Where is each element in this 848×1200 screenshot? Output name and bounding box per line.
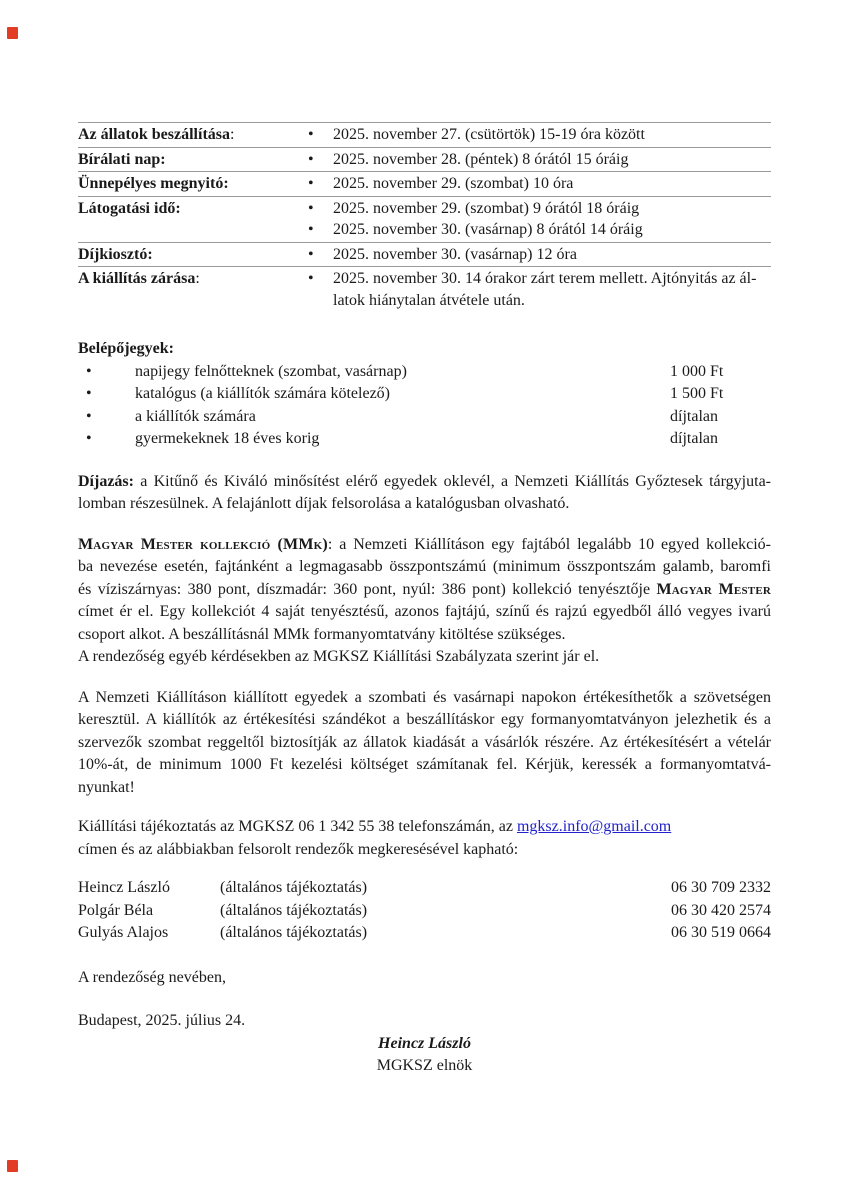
paragraph-mmk: [78, 534, 771, 669]
body-text: nyunkat!: [78, 778, 135, 796]
body-text: A Nemzeti Kiállításon kiállított egyedek a szombati és vasárnapi napokon értékesíthetők a szövetségen: [78, 688, 771, 706]
row-label: [78, 268, 305, 311]
emphasis-text: Magyar Mester kollekció (MMk): [78, 535, 328, 553]
body-text: : a Nemzeti Kiállításon egy fajtából legalább 10 egyed kollekció-: [327, 535, 771, 553]
paragraph-line: [78, 534, 771, 557]
row-text: latok hiánytalan átvétele után.: [333, 291, 525, 309]
row-label: [78, 244, 305, 266]
row-text: 2025. november 29. (szombat) 10 óra: [333, 175, 574, 192]
row-text: 2025. november 28. (péntek) 8 órától 15 óráig: [333, 150, 629, 168]
paragraph-line: [78, 687, 771, 710]
row-label: [78, 124, 305, 146]
ticket-item: [78, 406, 771, 429]
body-text: címen és az alábbiakban felsorolt rendezők megkeresésével kapható:: [78, 840, 519, 858]
signature-name: Heincz László: [378, 1034, 471, 1052]
bullet-icon: •: [308, 175, 314, 192]
document-content: [78, 122, 771, 1078]
paragraph-line: [78, 579, 771, 602]
row-content: [305, 268, 771, 311]
tickets-list: [78, 361, 771, 451]
contact-name: Gulyás Alajos: [78, 924, 169, 941]
contact-name: Polgár Béla: [78, 901, 154, 919]
bullet-icon: •: [308, 221, 314, 238]
body-text: Kiállítási tájékoztatás az MGKSZ 06 1 342 55 38 telefonszámán, az: [78, 818, 517, 835]
table-row: [78, 197, 771, 243]
row-text: 2025. november 30. (vasárnap) 12 óra: [333, 245, 577, 263]
table-row: [78, 267, 771, 312]
paragraph-contact-info: [78, 816, 771, 861]
row-label-text: A kiállítás zárása: [78, 270, 196, 287]
paragraph-line: [78, 754, 771, 777]
paragraph-line: [78, 493, 771, 516]
row-label: [78, 149, 305, 171]
body-text: címet ér el. Egy kollekciót 4 saját tenyésztésű, azonos fajtájú, színű és rajzú egyedből álló vegyes ivarú: [78, 603, 771, 620]
contact-row: [78, 922, 771, 945]
body-text: szervezők szombat reggeltől biztosítják az állatok kiadását a vásárlók részére. Az értékesítésért a vételár: [78, 733, 771, 751]
table-row: [78, 148, 771, 173]
contact-role: (általános tájékoztatás): [220, 879, 368, 896]
bullet-icon: •: [86, 407, 92, 425]
ticket-price: 1 500 Ft: [670, 385, 724, 402]
ticket-text: katalógus (a kiállítók számára kötelező): [135, 385, 391, 402]
emphasis-text: Magyar Mester: [656, 580, 771, 598]
table-row: [78, 243, 771, 268]
bullet-icon: •: [308, 199, 314, 217]
body-text: csoport alkot. A beszállításnál MMk formanyomtatvány kitöltése szükséges.: [78, 625, 566, 643]
ticket-item: [78, 361, 771, 384]
row-label-colon: :: [195, 270, 200, 287]
ticket-text: gyermekeknek 18 éves korig: [135, 430, 320, 447]
body-text: és víziszárnyas: 380 pont, díszmadár: 360 pont, nyúl: 386 pont) kollekció tenyésztője: [78, 580, 657, 598]
row-label-text: Ünnepélyes megnyitó:: [78, 175, 229, 192]
row-text: 2025. november 27. (csütörtök) 15-19 óra között: [333, 126, 645, 143]
table-row: [78, 123, 771, 148]
row-text: 2025. november 30. 14 órakor zárt terem mellett. Ajtónyitás az ál-: [333, 270, 757, 287]
bullet-icon: [305, 290, 333, 312]
body-text: 10%-át, de minimum 1000 Ft kezelési költséget számítanak fel. Kérjük, keressék a formanyomtatvá-: [78, 756, 771, 773]
paragraph-line: [78, 839, 771, 862]
row-content: [305, 149, 771, 171]
row-line: [305, 290, 771, 312]
row-line: [305, 219, 771, 241]
paragraph-sales: [78, 687, 771, 800]
row-line: [305, 173, 771, 195]
contact-name: Heincz László: [78, 879, 170, 896]
ticket-price: díjtalan: [670, 430, 718, 447]
row-label-text: Az állatok beszállítása: [78, 126, 230, 143]
body-text: keresztül. A kiállítók az értékesítési szándékot a beszállításkor egy formanyomtatványon jelezhetik és a: [78, 711, 771, 728]
row-line: [305, 124, 771, 146]
contact-phone: 06 30 420 2574: [671, 901, 771, 919]
ticket-price: 1 000 Ft: [670, 362, 724, 380]
row-label-text: Díjkiosztó:: [78, 245, 153, 263]
row-content: [305, 244, 771, 266]
email-link[interactable]: mgksz.info@gmail.com: [516, 818, 672, 835]
contact-phone: 06 30 519 0664: [671, 924, 771, 941]
row-content: [305, 198, 771, 241]
row-line: [305, 149, 771, 171]
body-text: A rendezőség egyéb kérdésekben az MGKSZ Kiállítási Szabályzata szerint jár el.: [78, 648, 600, 665]
ticket-text: a kiállítók számára: [135, 407, 256, 425]
paragraph-dijazas: [78, 471, 771, 516]
contact-phone: 06 30 709 2332: [671, 879, 771, 896]
paragraph-line: [78, 732, 771, 755]
bullet-icon: •: [86, 430, 92, 447]
bullet-icon: •: [308, 126, 314, 143]
schedule-table: [78, 122, 771, 312]
row-text: 2025. november 29. (szombat) 9 órától 18 óráig: [333, 199, 640, 217]
table-row: [78, 172, 771, 197]
row-label-text: Látogatási idő:: [78, 199, 181, 217]
paragraph-line: [78, 601, 771, 624]
row-label: [78, 198, 305, 241]
contact-row: [78, 900, 771, 923]
body-text: lomban részesülnek. A felajánlott díjak felsorolása a katalógusban olvasható.: [78, 495, 570, 512]
contacts-list: [78, 877, 771, 945]
emphasis-text: Díjazás:: [78, 472, 134, 490]
row-label-text: Bírálati nap:: [78, 150, 166, 168]
closing-on-behalf: A rendezőség nevében,: [78, 968, 226, 986]
contact-role: (általános tájékoztatás): [220, 901, 368, 919]
ticket-text: napijegy felnőtteknek (szombat, vasárnap): [135, 362, 407, 380]
paragraph-line: [78, 777, 771, 800]
paragraph-line: [78, 471, 771, 494]
contact-row: [78, 877, 771, 900]
row-line: [305, 244, 771, 266]
row-line: [305, 268, 771, 290]
contact-role: (általános tájékoztatás): [220, 924, 368, 941]
paragraph-line: [78, 556, 771, 579]
ticket-item: [78, 383, 771, 406]
bullet-icon: •: [308, 270, 314, 287]
bullet-icon: •: [86, 362, 92, 380]
tickets-heading: Belépőjegyek:: [78, 340, 174, 357]
paragraph-line: [78, 816, 771, 839]
row-content: [305, 173, 771, 195]
ticket-price: díjtalan: [670, 407, 718, 425]
row-label-colon: :: [230, 126, 235, 143]
bullet-icon: •: [308, 245, 314, 263]
bullet-icon: •: [86, 385, 92, 402]
paragraph-line: [78, 624, 771, 647]
row-content: [305, 124, 771, 146]
bullet-icon: •: [308, 150, 314, 168]
ticket-item: [78, 428, 771, 451]
row-label: [78, 173, 305, 195]
paragraph-line: [78, 709, 771, 732]
body-text: ba nevezése esetén, fajtánként a legmagasabb összpontszámú (minimum összpontszám galamb, baromfi: [78, 558, 771, 575]
paragraph-line: [78, 646, 771, 669]
closing-date-line: Budapest, 2025. július 24.: [78, 1012, 246, 1029]
row-line: [305, 198, 771, 220]
body-text: a Kitűnő és Kiváló minősítést elérő egyedek oklevél, a Nemzeti Kiállítás Győztesek tárgyjuta-: [133, 472, 771, 490]
red-annotation-mark-bottom-icon: [7, 1160, 18, 1172]
red-annotation-mark-top-icon: [7, 27, 18, 39]
row-text: 2025. november 30. (vasárnap) 8 órától 14 óráig: [333, 221, 643, 238]
signature-title: MGKSZ elnök: [376, 1057, 473, 1074]
